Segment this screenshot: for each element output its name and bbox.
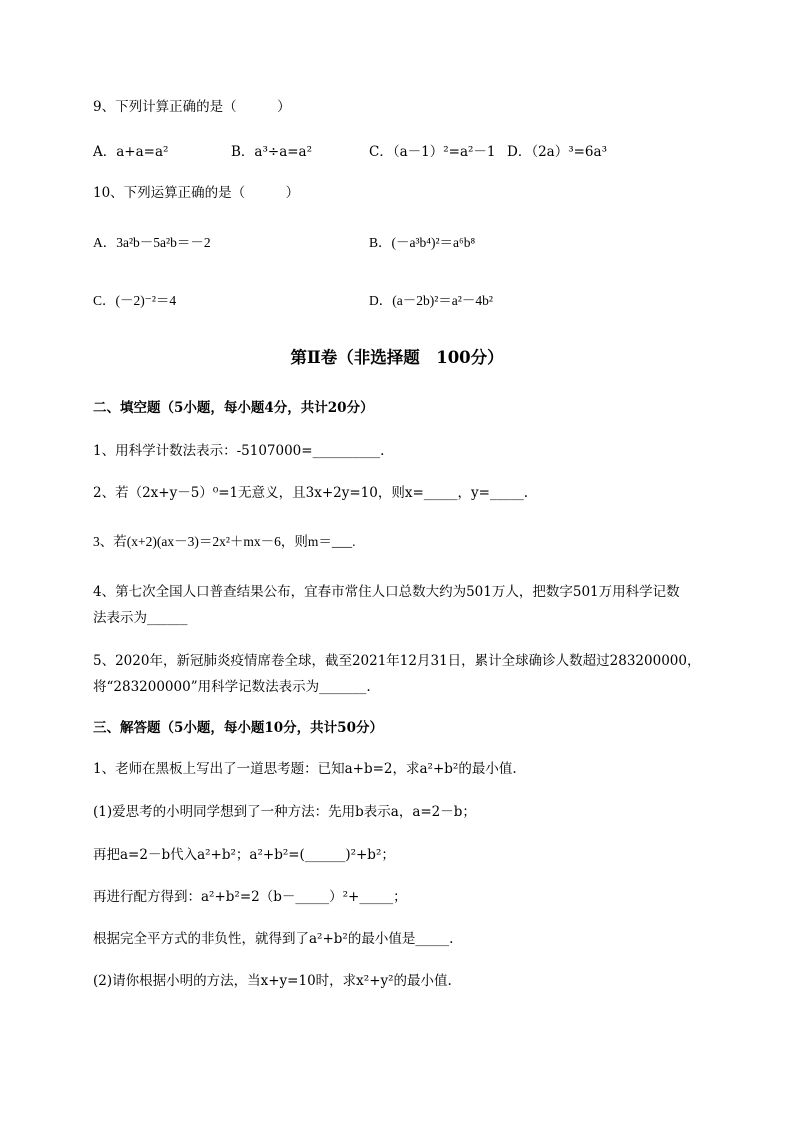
part2-title: 第Ⅱ卷（非选择题 100分）	[290, 348, 504, 367]
section3-heading: 三、解答题（5小题，每小题10分，共计50分）	[93, 720, 383, 736]
s2-q1: 1、用科学计数法表示：-5107000=__________.	[93, 443, 385, 459]
q9-option-a: A．a+a=a²	[93, 144, 169, 160]
s3-q1-part3: 再进行配方得到：a²+b²=2（b－_____）²+_____；	[93, 889, 407, 905]
s3-q1-part2: 再把a=2－b代入a²+b²；a²+b²=(______)²+b²；	[93, 847, 395, 863]
q10-option-a: A．3a²b－5a²b＝－2	[93, 235, 211, 250]
q10-option-d: D．(a－2b)²＝a²－4b²	[369, 293, 493, 308]
s3-q1-part4: 根据完全平方式的非负性，就得到了a²+b²的最小值是_____.	[93, 931, 454, 947]
s2-q4-line2: 法表示为______	[93, 610, 188, 626]
section2-heading: 二、填空题（5小题，每小题4分，共计20分）	[93, 400, 374, 416]
q10-stem: 10、下列运算正确的是（ ）	[93, 185, 300, 201]
q10-option-c: C．(－2)⁻²＝4	[93, 293, 177, 308]
q9-stem: 9、下列计算正确的是（ ）	[93, 99, 291, 115]
s2-q3: 3、若(x+2)(ax－3)＝2x²＋mx－6，则m＝___.	[93, 534, 356, 549]
q9-option-b: B．a³÷a=a²	[231, 144, 313, 160]
s2-q5-line2: 将“283200000”用科学记数法表示为_______.	[93, 679, 371, 695]
q9-option-d: D．（2a）³=6a³	[507, 144, 607, 160]
s2-q4-line1: 4、第七次全国人口普查结果公布，宜春市常住人口总数大约为501万人，把数字501万用科学记数	[93, 584, 680, 600]
s2-q5-line1: 5、2020年，新冠肺炎疫情席卷全球，截至2021年12月31日，累计全球确诊人数超过283200000，	[93, 653, 701, 669]
s3-q1-part1: (1)爱思考的小明同学想到了一种方法：先用b表示a，a=2－b；	[93, 804, 476, 820]
q10-option-b: B．(－a³b⁴)²＝a⁶b⁸	[369, 235, 476, 250]
s2-q2: 2、若（2x+y－5）⁰=1无意义，且3x+2y=10，则x=_____，y=_____.	[93, 485, 529, 501]
q9-options	[93, 142, 168, 162]
s3-q1-stem: 1、老师在黑板上写出了一道思考题：已知a+b=2，求a²+b²的最小值.	[93, 761, 517, 777]
s3-q1-part5: (2)请你根据小明的方法，当x+y=10时，求x²+y²的最小值.	[93, 973, 452, 989]
q9-option-c: C．（a－1）²=a²－1	[369, 144, 496, 160]
